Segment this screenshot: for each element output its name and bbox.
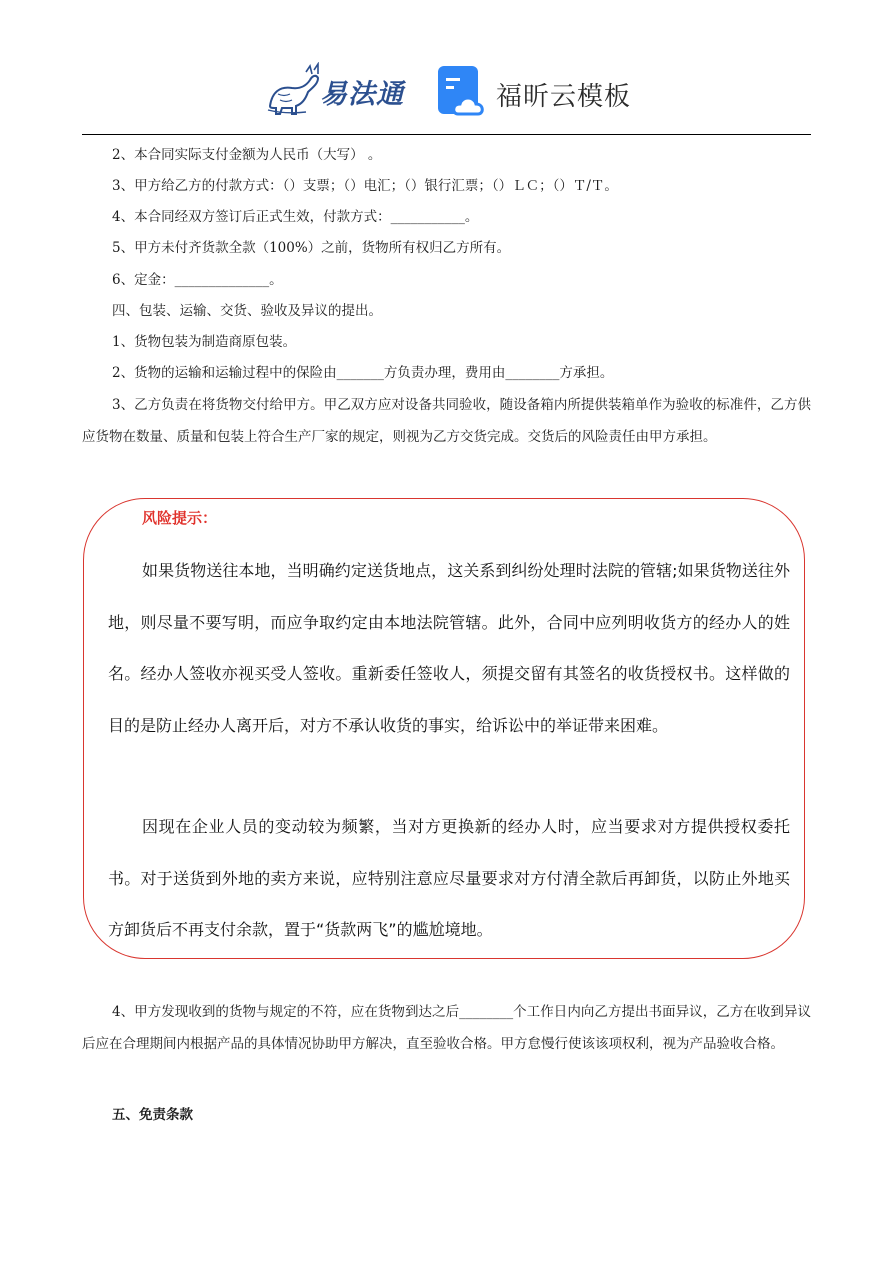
qilin-icon — [262, 62, 322, 118]
clause-2: 2、本合同实际支付金额为人民币（大写） 。 — [112, 147, 382, 163]
clause-4: 4、本合同经双方签订后正式生效，付款方式：___________。 — [112, 209, 479, 225]
logo2-text: 福昕云模板 — [496, 82, 632, 112]
section-4-item-4: 4、甲方发现收到的货物与规定的不符，应在货物到达之后________个工作日内向乙方提出书面异议，乙方在收到异议后应在合理期间内根据产品的具体情况协助甲方解决，直至验收合格。甲方怠慢行使该该项权利，视为产品验收合格。 — [82, 1004, 811, 1052]
risk-paragraph-2: 因现在企业人员的变动较为频繁，当对方更换新的经办人时，应当要求对方提供授权委托书。对于送货到外地的卖方来说，应特别注意应尽量要求对方付清全款后再卸货，以防止外地买方卸货后不再支付余款，置于“货款两飞”的尴尬境地。 — [108, 817, 790, 939]
section-4-item-2: 2、货物的运输和运输过程中的保险由_______方负责办理，费用由________方承担。 — [112, 365, 614, 381]
section-4-item-3: 3、乙方负责在将货物交付给甲方。甲乙双方应对设备共同验收，随设备箱内所提供装箱单作为验收的标准件，乙方供应货物在数量、质量和包装上符合生产厂家的规定，则视为乙方交货完成。交货后的风险责任由甲方承担。 — [82, 397, 811, 445]
clause-6: 6、定金：______________。 — [112, 272, 283, 288]
section-4-heading: 四、包装、运输、交货、验收及异议的提出。 — [112, 303, 382, 319]
risk-paragraph-1: 如果货物送往本地，当明确约定送货地点，这关系到纠纷处理时法院的管辖;如果货物送往外地，则尽量不要写明，而应争取约定由本地法院管辖。此外，合同中应列明收货方的经办人的姓名。经办人签收亦视买受人签收。重新委任签收人，须提交留有其签名的收货授权书。这样做的目的是防止经办人离开后，对方不承认收货的事实，给诉讼中的举证带来困难。 — [108, 561, 790, 735]
logo1-text: 易法通 — [320, 79, 404, 110]
page-header — [0, 58, 893, 128]
header-rule — [82, 134, 811, 135]
clause-3: 3、甲方给乙方的付款方式：（）支票；（）电汇；（）银行汇票；（）ＬＣ；（）Ｔ/Ｔ。 — [112, 178, 618, 194]
clause-5: 5、甲方未付齐货款全款（100%）之前，货物所有权归乙方所有。 — [112, 240, 511, 256]
section-4-item-1: 1、货物包装为制造商原包装。 — [112, 334, 297, 350]
cloud-document-icon — [436, 64, 488, 120]
fuxin-logo — [436, 64, 636, 120]
yifatong-logo — [262, 62, 422, 118]
section-5-heading: 五、免责条款 — [112, 1107, 193, 1123]
risk-title: 风险提示： — [142, 509, 218, 527]
